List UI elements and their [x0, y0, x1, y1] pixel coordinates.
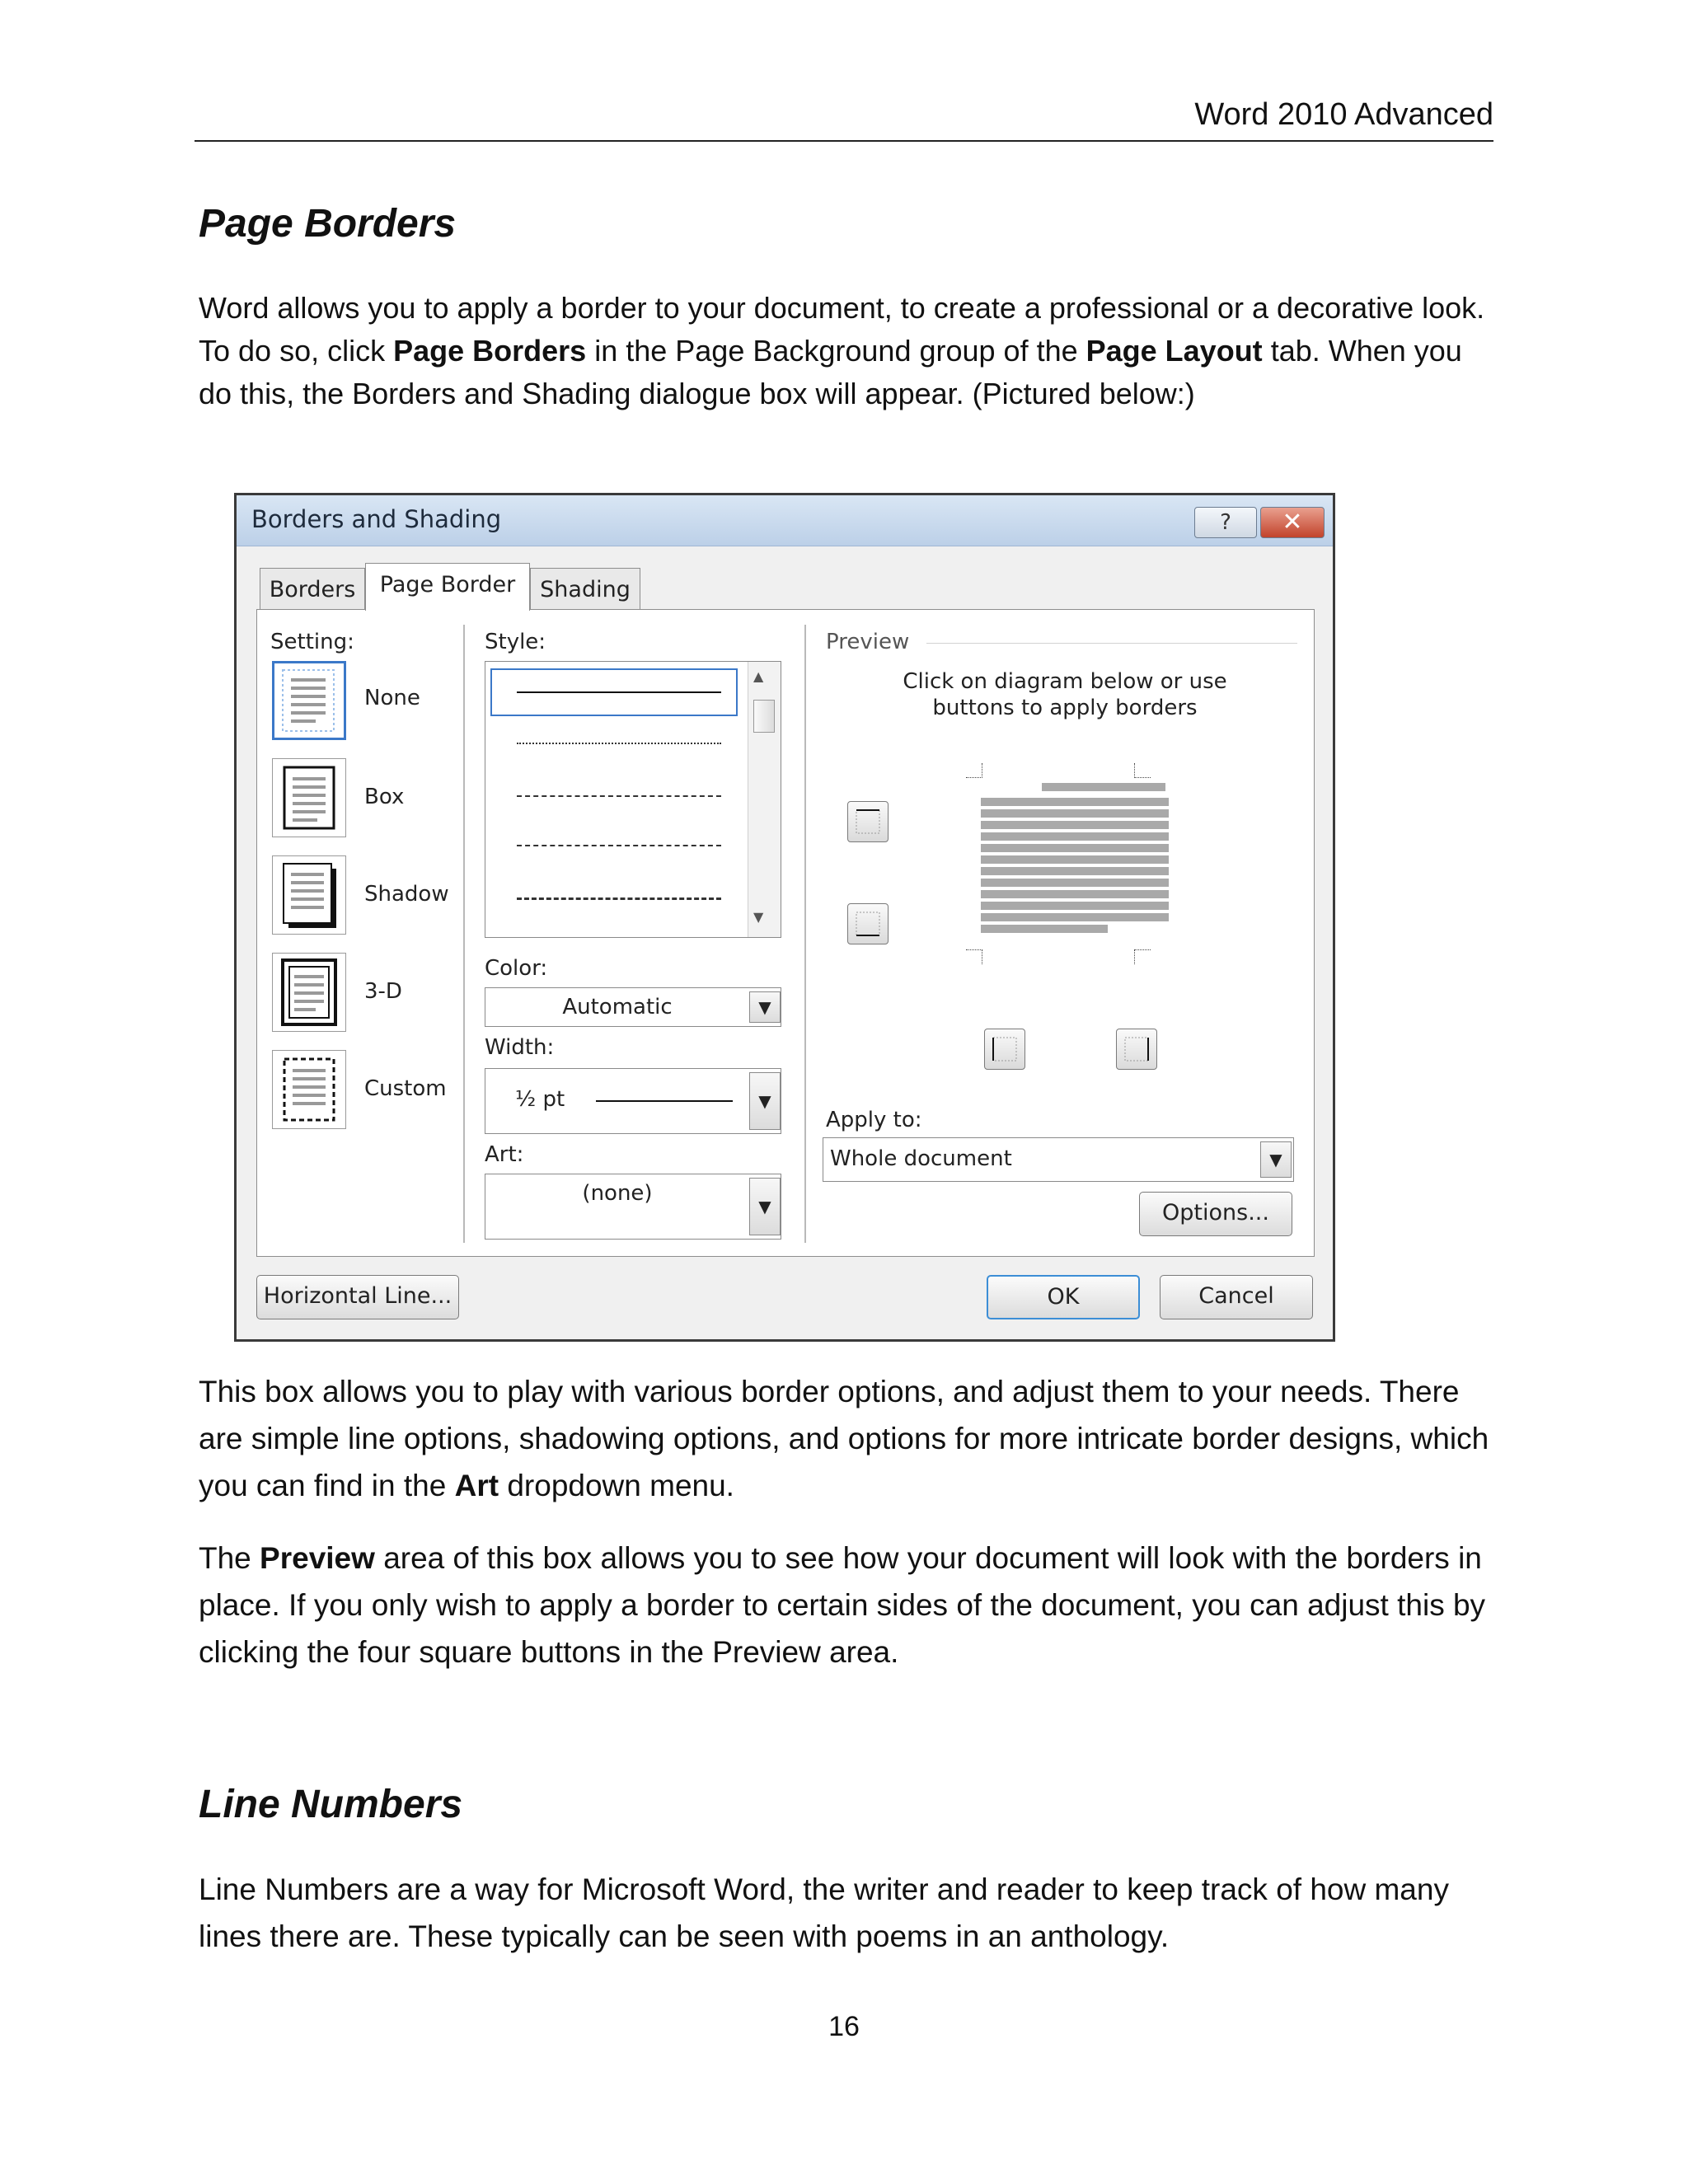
- page-shadow-icon: [273, 856, 345, 934]
- setting-box-label: Box: [364, 785, 405, 809]
- preview-text-line: [981, 890, 1169, 898]
- setting-3d-button[interactable]: [272, 953, 346, 1032]
- separator-1: [463, 625, 465, 1243]
- bottom-border-icon: [848, 904, 888, 944]
- width-value: ½ pt: [515, 1087, 565, 1112]
- scroll-thumb[interactable]: [753, 700, 775, 733]
- setting-none-label: None: [364, 686, 420, 710]
- bold-page-borders: Page Borders: [393, 334, 587, 368]
- intro-paragraph: Word allows you to apply a border to your document, to create a professional or a decorative look. To do so, click Page Borders in the Page Background group of the Page Layout tab. When you do this, the Borders and Shading dialogue box will appear. (Pictured below:): [199, 291, 1485, 410]
- borders-and-shading-dialog: [234, 493, 1335, 1342]
- preview-hint-2: buttons to apply borders: [932, 696, 1198, 720]
- width-dropdown-icon[interactable]: ▼: [749, 1072, 781, 1130]
- horizontal-line-button[interactable]: Horizontal Line...: [256, 1275, 459, 1319]
- top-border-icon: [848, 802, 888, 841]
- setting-shadow-label: Shadow: [364, 882, 449, 907]
- bold-art: Art: [454, 1469, 499, 1502]
- color-combo[interactable]: [485, 987, 781, 1027]
- page-number: 16: [828, 2011, 860, 2042]
- preview-text-line: [981, 821, 1169, 829]
- help-button[interactable]: ?: [1194, 507, 1257, 538]
- tab-panel: [256, 609, 1315, 1257]
- dialog-title: Borders and Shading: [251, 505, 502, 533]
- setting-none-button[interactable]: [272, 661, 346, 740]
- bold-preview: Preview: [260, 1541, 375, 1575]
- preview-text-line: [981, 832, 1169, 841]
- preview-text-line: [1042, 783, 1165, 791]
- style-label: Style:: [485, 630, 546, 654]
- right-border-button[interactable]: [1116, 1029, 1157, 1070]
- paragraph-art: This box allows you to play with various border options, and adjust them to your needs. There are simple line options, shadowing options, and options for more intricate border designs, which you can find in the Art dropdown menu.: [199, 1375, 1489, 1502]
- heading-line-numbers: Line Numbers: [199, 1783, 463, 1826]
- preview-text-line: [981, 809, 1169, 818]
- options-button[interactable]: Options...: [1139, 1192, 1292, 1236]
- tab-shading[interactable]: Shading: [530, 568, 640, 609]
- preview-text-line: [981, 913, 1169, 921]
- scroll-up-icon[interactable]: ▲: [753, 668, 764, 684]
- running-header: Word 2010 Advanced: [1194, 97, 1493, 132]
- art-label: Art:: [485, 1142, 524, 1167]
- right-border-icon: [1117, 1029, 1156, 1069]
- width-label: Width:: [485, 1035, 555, 1060]
- bottom-border-button[interactable]: [847, 903, 889, 944]
- left-border-button[interactable]: [984, 1029, 1025, 1070]
- left-border-icon: [985, 1029, 1025, 1069]
- setting-custom-label: Custom: [364, 1076, 447, 1101]
- page-none-icon: [274, 663, 344, 738]
- style-dash-line[interactable]: [517, 845, 721, 846]
- preview-hint-1: Click on diagram below or use: [903, 669, 1227, 694]
- apply-to-label: Apply to:: [826, 1108, 922, 1132]
- heading-page-borders: Page Borders: [199, 202, 457, 246]
- color-dropdown-icon[interactable]: ▼: [749, 991, 781, 1023]
- style-scrollbar[interactable]: [748, 662, 781, 937]
- setting-box-button[interactable]: [272, 758, 346, 837]
- preview-corner-br: [1134, 949, 1151, 964]
- color-value: Automatic: [562, 995, 673, 1019]
- tab-borders[interactable]: Borders: [260, 568, 365, 609]
- setting-custom-button[interactable]: [272, 1050, 346, 1129]
- style-dash-dot-line[interactable]: [517, 898, 721, 900]
- preview-corner-tr: [1134, 763, 1151, 778]
- preview-corner-bl: [966, 949, 982, 964]
- apply-to-dropdown-icon[interactable]: ▼: [1260, 1141, 1292, 1178]
- preview-group-line: [926, 643, 1297, 644]
- cancel-button[interactable]: Cancel: [1160, 1275, 1313, 1319]
- preview-text-line: [981, 855, 1169, 864]
- apply-to-combo[interactable]: [823, 1137, 1294, 1182]
- art-combo[interactable]: [485, 1174, 781, 1240]
- preview-text-line: [981, 925, 1108, 933]
- width-sample-line: [596, 1100, 733, 1102]
- page-box-icon: [273, 759, 345, 837]
- dialog-titlebar: [237, 495, 1333, 546]
- color-label: Color:: [485, 956, 548, 981]
- ok-button[interactable]: OK: [987, 1275, 1140, 1319]
- preview-text-line: [981, 902, 1169, 910]
- scroll-down-icon[interactable]: ▼: [753, 909, 764, 925]
- style-listbox[interactable]: [485, 661, 781, 938]
- art-value: (none): [582, 1181, 653, 1206]
- separator-2: [804, 625, 806, 1243]
- preview-text-line: [981, 879, 1169, 887]
- setting-3d-label: 3-D: [364, 979, 402, 1004]
- page-3d-icon: [273, 954, 345, 1031]
- paragraph-line-numbers: Line Numbers are a way for Microsoft Word, the writer and reader to keep track of how many lines there are. These typically can be seen with poems in an anthology.: [199, 1872, 1449, 1953]
- preview-text-line: [981, 798, 1169, 806]
- top-border-button[interactable]: [847, 801, 889, 842]
- setting-shadow-button[interactable]: [272, 855, 346, 935]
- page-custom-icon: [273, 1051, 345, 1128]
- style-solid-line[interactable]: [517, 691, 721, 693]
- preview-text-line: [981, 867, 1169, 875]
- close-button[interactable]: ✕: [1260, 507, 1325, 538]
- art-dropdown-icon[interactable]: ▼: [749, 1178, 781, 1235]
- apply-to-value: Whole document: [830, 1146, 1012, 1171]
- tab-page-border[interactable]: Page Border: [365, 563, 530, 611]
- header-rule: [195, 140, 1493, 142]
- paragraph-preview: The Preview area of this box allows you to see how your document will look with the borders in place. If you only wish to apply a border to certain sides of the document, you can adjust this by clicking the four square buttons in the Preview area.: [199, 1541, 1486, 1669]
- preview-corner-tl: [966, 763, 982, 778]
- style-small-dash-line[interactable]: [517, 795, 721, 797]
- preview-text-line: [981, 844, 1169, 852]
- preview-diagram[interactable]: [959, 763, 1157, 969]
- style-dotted-line[interactable]: [517, 743, 721, 744]
- bold-page-layout: Page Layout: [1085, 334, 1263, 368]
- setting-label: Setting:: [270, 630, 354, 654]
- width-combo[interactable]: [485, 1068, 781, 1134]
- preview-label: Preview: [826, 630, 910, 654]
